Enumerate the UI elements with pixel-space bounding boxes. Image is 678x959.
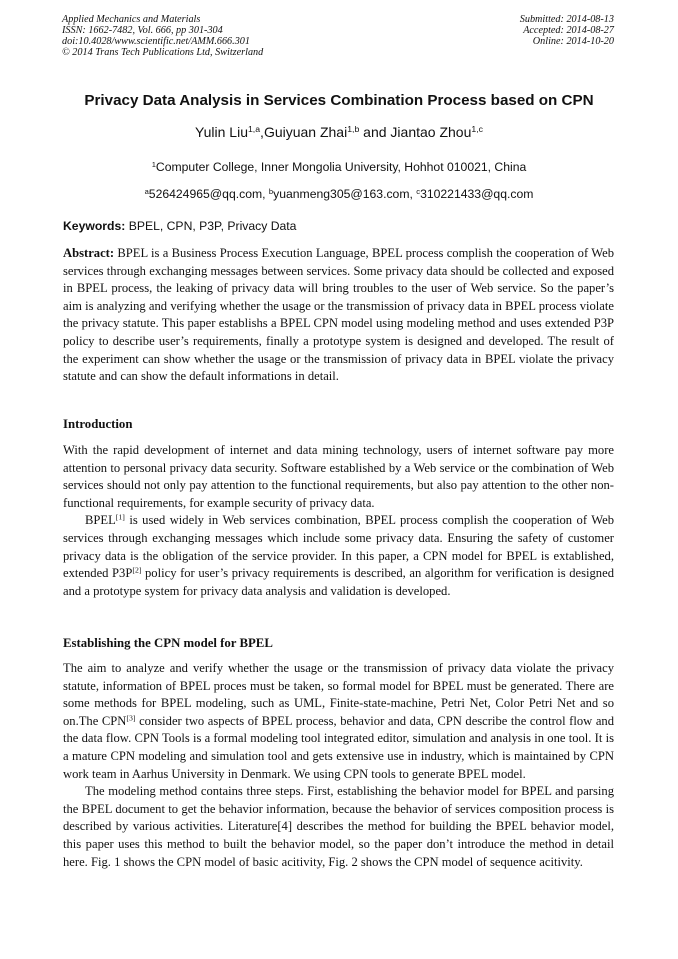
text: consider two aspects of BPEL process, behavior and data, CPN describe the control flow and the data flow. CPN Tools is a formal modeling tool integrated editor, simulation and analysis in one tool. It is a mature CPN modeling and simulation tool and gets extensive use in industry, which is maintained by CPN work team in Aarhus University in Denmark. We using CPN tools to generate BPEL model. xyxy=(63,713,615,781)
author-name: Yulin Liu xyxy=(195,124,248,140)
journal-info xyxy=(62,14,263,58)
abstract xyxy=(63,245,614,386)
citation: [3] xyxy=(126,713,136,723)
keywords-label: Keywords: xyxy=(63,219,126,233)
email-sup: b xyxy=(268,186,274,196)
author-name: Jiantao Zhou xyxy=(390,124,472,140)
email-sep: , xyxy=(262,187,269,201)
keywords xyxy=(63,219,296,233)
submitted-date: Submitted: 2014-08-13 xyxy=(519,14,614,25)
online-date: Online: 2014-10-20 xyxy=(532,36,614,47)
email-sup: a xyxy=(144,186,149,196)
citation: [2] xyxy=(132,565,142,575)
email-sep: , xyxy=(409,187,417,201)
text: policy for user’s privacy requirements is described, an algorithm for verification is designed and a prototype system for privacy data analysis and validation is developed. xyxy=(63,566,614,598)
authors xyxy=(0,124,678,140)
author-name: Guiyuan Zhai xyxy=(263,124,348,140)
abstract-text: BPEL is a Business Process Execution Language, BPEL process complish the cooperation of Web services through exchanging messages between services. Some privacy data should be collected and exposed in BPEL process, the leaking of privacy data will bring troubles to the user of Web service. So the paper’s aim is analyzing and verifying whether the usage or the transmission of privacy data in BPEL process violate the privacy statute. This paper establishs a BPEL CPN model using modeling method and uses extended P3P policy to describe user’s requirements, finally a prototype system is designed and developed. The result of the experiment can show whether the usage or the transmission of privacy data in BPEL violate the privacy statute and can show the default informations in detail. xyxy=(63,246,614,384)
paragraph xyxy=(63,660,614,783)
paragraph xyxy=(63,512,614,600)
affiliation-text: Computer College, Inner Mongolia University, Hohhot 010021, China xyxy=(155,160,527,174)
copyright: © 2014 Trans Tech Publications Ltd, Switzerland xyxy=(62,47,264,58)
doi: doi:10.4028/www.scientific.net/AMM.666.301 xyxy=(62,36,250,47)
email-link[interactable]: yuanmeng305@163.com xyxy=(273,187,410,201)
dates-info xyxy=(520,14,614,47)
text: The aim to analyze and verify whether the usage or the transmission of privacy data violate the privacy statute, information of BPEL proces must be taken, so formal model for BPEL must be generated. There are some methods for BPEL modeling, such as UML, Finite-state-machine, Petri Net, Color Petri Net and so on.The CPN xyxy=(63,661,614,728)
introduction-body xyxy=(63,442,614,600)
citation: [1] xyxy=(115,513,125,523)
affiliation xyxy=(0,160,678,174)
cpn-model-body xyxy=(63,660,614,871)
author-sup: 1,b xyxy=(347,124,360,135)
section-heading-introduction: Introduction xyxy=(63,417,133,431)
email-link[interactable]: 310221433@qq.com xyxy=(420,187,534,201)
email-link[interactable]: 526424965@qq.com xyxy=(148,187,263,201)
paragraph: The modeling method contains three steps. First, establishing the behavior model for BPEL and parsing the BPEL document to get the behavior information, because the behavior of services composition process is described by various activities. Literature[4] describes the method for building the BPEL behavior model, this paper uses this method to built the behavior model, so the paper don’t introduce the method in detail here. Fig. 1 shows the CPN model of basic acitivity, Fig. 2 shows the CPN model of sequence acitivity. xyxy=(63,784,614,869)
emails xyxy=(0,187,678,201)
keywords-text: BPEL, CPN, P3P, Privacy Data xyxy=(125,219,297,233)
text: is used widely in Web services combination, BPEL process complish the cooperation of Web services through exchanging messages which include some privacy data. Ensuring the safety of customer privacy data is the obligation of the service provider. In this paper, a CPN model for BPEL is extablished, extended P3P xyxy=(63,513,614,581)
author-sep: , xyxy=(260,124,264,140)
author-sup: 1,a xyxy=(247,124,261,135)
accepted-date: Accepted: 2014-08-27 xyxy=(523,25,614,36)
author-sep: and xyxy=(359,124,391,140)
paragraph: With the rapid development of internet and data mining technology, users of internet software pay more attention to personal privacy data security. Software established by a Web service or the combination of Web services should not only pay attention to the functional requirements, but also pay attention to the other non-functional requirements, for example security of privacy data. xyxy=(63,443,614,510)
section-heading-cpn-model: Establishing the CPN model for BPEL xyxy=(63,636,273,650)
issn: ISSN: 1662-7482, Vol. 666, pp 301-304 xyxy=(62,25,223,36)
affiliation-sup: 1 xyxy=(151,159,156,169)
abstract-label: Abstract: xyxy=(63,246,115,260)
author-sup: 1,c xyxy=(471,124,483,135)
text: BPEL xyxy=(85,513,116,528)
email-sup: c xyxy=(416,186,421,196)
paper-title: Privacy Data Analysis in Services Combination Process based on CPN xyxy=(84,92,594,109)
journal-name: Applied Mechanics and Materials xyxy=(62,14,201,25)
